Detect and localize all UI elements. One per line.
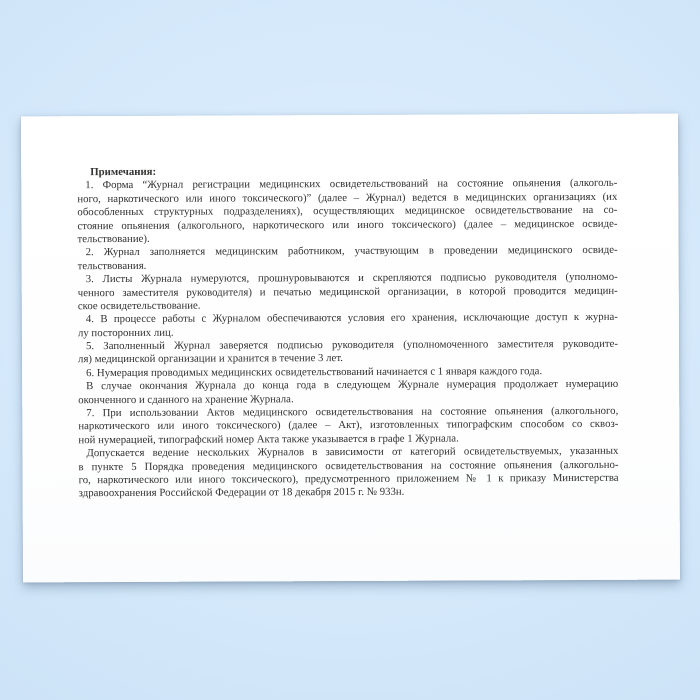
text-line: Допускается ведение нескольких Журналов в зависимости от категорий освидетельствуемых, указанных — [86, 445, 619, 460]
text-line: здравоохранения Российской Федерации от 18 декабря 2015 г. № 933н. — [78, 486, 405, 500]
text-line: оконченного и сданного на хранение Журнала. — [78, 392, 294, 406]
text-line: 5. Заполненный Журнал заверяется подписью руководителя (уполномоченного заместителя руководите- — [85, 337, 619, 353]
text-line: В случае окончания Журнала до конца года в следующем Журнале нумерация продолжает нумерацию — [86, 378, 619, 393]
text-line: наркотического или иного токсического) (далее – Акт), изготовленных типографским способом со сквоз- — [78, 418, 619, 433]
text-line: 4. В процессе работы с Журналом обеспечиваются условия его хранения, исключающие доступ к журна- — [85, 311, 618, 326]
text-line: в пункте 5 Порядка проведения медицинского освидетельствования на состояние опьянения (алкогольно- — [78, 458, 619, 473]
text-line: 3. Листы Журнала нумеруются, прошнуровываются и скрепляются подписью руководителя (уполномо- — [85, 270, 618, 286]
text-line: 6. Нумерация проводимых медицинских освидетельствований начинается с 1 января каждого года. — [86, 365, 543, 380]
text-line: 7. При использовании Актов медицинского освидетельствования на состояние опьянения (алкогольного, — [86, 404, 619, 420]
notes-heading: Примечания: — [90, 165, 157, 179]
text-line: ного, наркотического или иного токсического)” (далее – Журнал) ведется в медицинских организациях (их — [77, 190, 618, 205]
notes-text-block — [77, 164, 618, 501]
text-line: лу посторонних лиц. — [77, 326, 174, 339]
text-line: ля) медицинской организации и хранится в течение 3 лет. — [78, 352, 343, 366]
text-line: стояние опьянения (алкогольного, наркотического или иного токсического) (далее – медицинское освиде- — [77, 217, 618, 232]
text-line: ной нумерацией, типографский номер Акта также указывается в графе 1 Журнала. — [78, 432, 459, 447]
text-line: 2. Журнал заполняется медицинским работником, участвующим в проведении медицинского освиде- — [85, 244, 618, 259]
text-line: обособленных структурных подразделениях), осуществляющих медицинское освидетельствование на со- — [77, 204, 618, 219]
text-line: ское освидетельствование. — [77, 299, 201, 313]
text-line: тельствование). — [77, 232, 150, 246]
document-page — [21, 114, 680, 583]
text-line: тельствования. — [77, 259, 147, 272]
text-line: го, наркотического или иного токсического), предусмотренного приложением № 1 к приказу Министерства — [78, 471, 619, 487]
text-line: 1. Форма “Журнал регистрации медицинских освидетельствований на состояние опьянения (алкоголь- — [85, 177, 618, 192]
text-line: ченного заместителя руководителя) и печатью медицинской организации, в которой проводится медицин- — [77, 284, 618, 299]
